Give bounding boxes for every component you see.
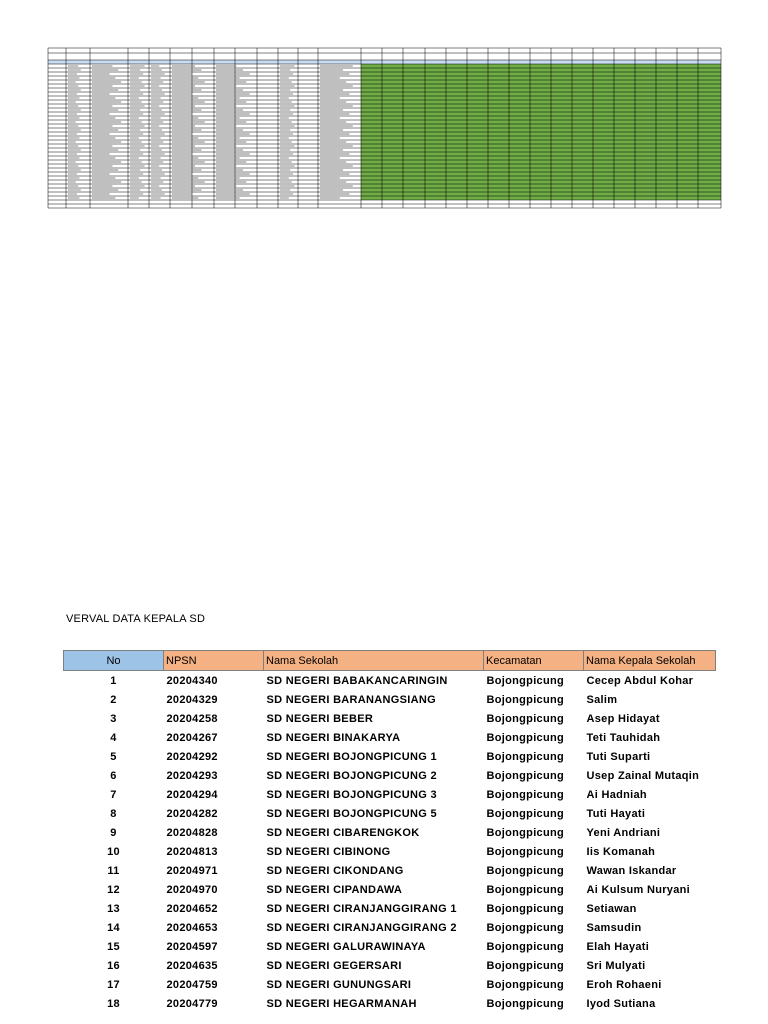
- cell-npsn[interactable]: 20204779: [166, 997, 218, 1010]
- cell-kec[interactable]: Bojongpicung: [486, 978, 565, 991]
- cell-npsn[interactable]: 20204597: [166, 940, 218, 953]
- cell-no[interactable]: 16: [107, 959, 120, 972]
- cell-no[interactable]: 12: [107, 883, 120, 896]
- cell-kepala[interactable]: Iyod Sutiana: [586, 997, 656, 1010]
- cell-npsn[interactable]: 20204635: [166, 959, 218, 972]
- cell-nama[interactable]: SD NEGERI BABAKANCARINGIN: [266, 674, 448, 687]
- cell-no[interactable]: 1: [110, 674, 117, 687]
- cell-npsn[interactable]: 20204294: [166, 788, 218, 801]
- cell-no[interactable]: 9: [110, 826, 117, 839]
- cell-kepala[interactable]: Ai Hadniah: [586, 788, 647, 801]
- table-row[interactable]: [64, 804, 716, 823]
- cell-kec[interactable]: Bojongpicung: [486, 845, 565, 858]
- cell-kepala[interactable]: Asep Hidayat: [586, 712, 660, 725]
- cell-kepala[interactable]: Teti Tauhidah: [586, 731, 661, 744]
- cell-nama[interactable]: SD NEGERI BINAKARYA: [266, 731, 401, 744]
- cell-npsn[interactable]: 20204258: [166, 712, 218, 725]
- cell-kepala[interactable]: Samsudin: [586, 921, 642, 934]
- cell-no[interactable]: 14: [107, 921, 120, 934]
- cell-nama[interactable]: SD NEGERI HEGARMANAH: [266, 997, 417, 1010]
- table-row[interactable]: [64, 880, 716, 899]
- cell-kepala[interactable]: Setiawan: [586, 902, 637, 915]
- cell-nama[interactable]: SD NEGERI BOJONGPICUNG 1: [266, 750, 437, 763]
- cell-kec[interactable]: Bojongpicung: [486, 921, 565, 934]
- cell-npsn[interactable]: 20204653: [166, 921, 218, 934]
- cell-kepala[interactable]: Iis Komanah: [586, 845, 656, 858]
- cell-npsn[interactable]: 20204652: [166, 902, 218, 915]
- cell-nama[interactable]: SD NEGERI BOJONGPICUNG 5: [266, 807, 437, 820]
- table-row[interactable]: [64, 994, 716, 1013]
- cell-npsn[interactable]: 20204813: [166, 845, 218, 858]
- cell-kepala[interactable]: Elah Hayati: [586, 940, 650, 953]
- cell-no[interactable]: 6: [110, 769, 117, 782]
- cell-kec[interactable]: Bojongpicung: [486, 769, 565, 782]
- cell-kec[interactable]: Bojongpicung: [486, 902, 565, 915]
- cell-npsn[interactable]: 20204970: [166, 883, 218, 896]
- table-row[interactable]: [64, 956, 716, 975]
- cell-nama[interactable]: SD NEGERI GALURAWINAYA: [266, 940, 426, 953]
- cell-kepala[interactable]: Salim: [586, 693, 618, 706]
- cell-no[interactable]: 5: [110, 750, 117, 763]
- cell-kepala[interactable]: Wawan Iskandar: [586, 864, 677, 877]
- table-row[interactable]: [64, 766, 716, 785]
- sheet-thumbnail-grid: [48, 48, 721, 216]
- cell-kec[interactable]: Bojongpicung: [486, 864, 565, 877]
- cell-nama[interactable]: SD NEGERI BEBER: [266, 712, 374, 725]
- cell-kec[interactable]: Bojongpicung: [486, 731, 565, 744]
- table-row[interactable]: [64, 842, 716, 861]
- cell-kec[interactable]: Bojongpicung: [486, 997, 565, 1010]
- cell-kec[interactable]: Bojongpicung: [486, 940, 565, 953]
- cell-npsn[interactable]: 20204282: [166, 807, 218, 820]
- cell-npsn[interactable]: 20204340: [166, 674, 218, 687]
- table-row[interactable]: [64, 728, 716, 747]
- table-row[interactable]: [64, 785, 716, 804]
- table-row[interactable]: [64, 899, 716, 918]
- column-header-nama-sekolah[interactable]: Nama Sekolah: [264, 651, 484, 671]
- table-row[interactable]: [64, 918, 716, 937]
- cell-no[interactable]: 11: [107, 864, 120, 877]
- table-row[interactable]: [64, 671, 716, 691]
- cell-npsn[interactable]: 20204292: [166, 750, 218, 763]
- cell-kec[interactable]: Bojongpicung: [486, 693, 565, 706]
- column-header-npsn[interactable]: NPSN: [164, 651, 264, 671]
- table-row[interactable]: [64, 747, 716, 766]
- cell-kepala[interactable]: Yeni Andriani: [586, 826, 661, 839]
- cell-no[interactable]: 10: [107, 845, 120, 858]
- cell-kepala[interactable]: Sri Mulyati: [586, 959, 646, 972]
- page-title: VERVAL DATA KEPALA SD: [66, 613, 206, 625]
- cell-npsn[interactable]: 20204293: [166, 769, 218, 782]
- cell-nama[interactable]: SD NEGERI CIKONDANG: [266, 864, 404, 877]
- table-header-row: [64, 651, 716, 671]
- cell-nama[interactable]: SD NEGERI CIBINONG: [266, 845, 391, 858]
- cell-npsn[interactable]: 20204971: [166, 864, 218, 877]
- cell-npsn[interactable]: 20204828: [166, 826, 218, 839]
- data-table: [63, 650, 716, 1013]
- cell-nama[interactable]: SD NEGERI CIPANDAWA: [266, 883, 403, 896]
- table-row[interactable]: [64, 690, 716, 709]
- cell-kec[interactable]: Bojongpicung: [486, 807, 565, 820]
- cell-kepala[interactable]: Cecep Abdul Kohar: [586, 674, 694, 687]
- cell-nama[interactable]: SD NEGERI GEGERSARI: [266, 959, 402, 972]
- cell-nama[interactable]: SD NEGERI BOJONGPICUNG 2: [266, 769, 437, 782]
- cell-kepala[interactable]: Usep Zainal Mutaqin: [586, 769, 700, 782]
- cell-nama[interactable]: SD NEGERI CIRANJANGGIRANG 2: [266, 921, 457, 934]
- table-row[interactable]: [64, 975, 716, 994]
- cell-kepala[interactable]: Ai Kulsum Nuryani: [586, 883, 691, 896]
- cell-npsn[interactable]: 20204329: [166, 693, 218, 706]
- sheet-thumbnail: [48, 48, 721, 216]
- table-row[interactable]: [64, 861, 716, 880]
- cell-nama[interactable]: SD NEGERI GUNUNGSARI: [266, 978, 412, 991]
- cell-kepala[interactable]: Eroh Rohaeni: [586, 978, 662, 991]
- cell-no[interactable]: 8: [110, 807, 117, 820]
- cell-npsn[interactable]: 20204759: [166, 978, 218, 991]
- column-header-no[interactable]: No: [64, 651, 164, 671]
- cell-kec[interactable]: Bojongpicung: [486, 750, 565, 763]
- cell-no[interactable]: 13: [107, 902, 120, 915]
- cell-no[interactable]: 18: [107, 997, 120, 1010]
- cell-no[interactable]: 17: [107, 978, 120, 991]
- cell-kec[interactable]: Bojongpicung: [486, 826, 565, 839]
- cell-kepala[interactable]: Tuti Suparti: [586, 750, 651, 763]
- cell-kepala[interactable]: Tuti Hayati: [586, 807, 646, 820]
- cell-kec[interactable]: Bojongpicung: [486, 883, 565, 896]
- column-header-nama-kepala-sekolah[interactable]: Nama Kepala Sekolah: [584, 651, 716, 671]
- cell-nama[interactable]: SD NEGERI BOJONGPICUNG 3: [266, 788, 437, 801]
- cell-kec[interactable]: Bojongpicung: [486, 788, 565, 801]
- cell-no[interactable]: 2: [110, 693, 117, 706]
- cell-no[interactable]: 3: [110, 712, 117, 725]
- data-table-viewport: [63, 650, 700, 1024]
- cell-kec[interactable]: Bojongpicung: [486, 712, 565, 725]
- column-header-kecamatan[interactable]: Kecamatan: [484, 651, 584, 671]
- cell-nama[interactable]: SD NEGERI CIRANJANGGIRANG 1: [266, 902, 457, 915]
- cell-no[interactable]: 4: [110, 731, 117, 744]
- cell-kec[interactable]: Bojongpicung: [486, 959, 565, 972]
- cell-nama[interactable]: SD NEGERI BARANANGSIANG: [266, 693, 436, 706]
- cell-no[interactable]: 15: [107, 940, 120, 953]
- table-row[interactable]: [64, 823, 716, 842]
- table-row[interactable]: [64, 709, 716, 728]
- cell-npsn[interactable]: 20204267: [166, 731, 218, 744]
- cell-kec[interactable]: Bojongpicung: [486, 674, 565, 687]
- table-row[interactable]: [64, 937, 716, 956]
- cell-no[interactable]: 7: [110, 788, 117, 801]
- cell-nama[interactable]: SD NEGERI CIBARENGKOK: [266, 826, 420, 839]
